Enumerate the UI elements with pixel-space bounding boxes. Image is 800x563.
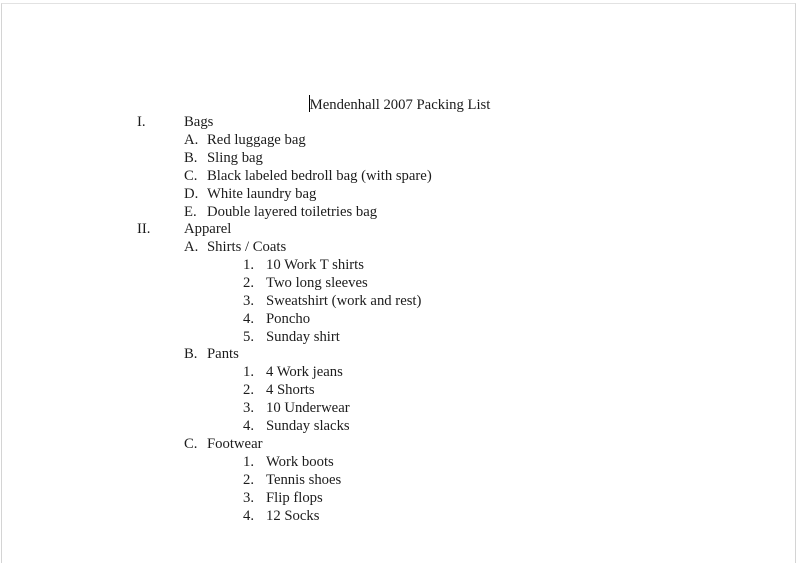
outline-marker: 3. (243, 490, 255, 506)
outline-marker: 2. (243, 472, 255, 488)
outline-label: 10 Underwear (266, 400, 350, 416)
outline-label: Shirts / Coats (207, 239, 287, 255)
outline-marker: 1. (243, 454, 255, 470)
outline-label: Work boots (266, 454, 334, 470)
outline-marker: I. (137, 114, 146, 130)
outline-marker: B. (184, 346, 198, 362)
outline-marker: C. (184, 168, 198, 184)
outline-marker: 4. (243, 418, 255, 434)
outline-marker: 4. (243, 508, 255, 524)
outline-label: Tennis shoes (266, 472, 342, 488)
outline-label: Black labeled bedroll bag (with spare) (207, 168, 432, 184)
outline-marker: A. (184, 132, 199, 148)
outline-marker: 3. (243, 400, 255, 416)
outline-marker: C. (184, 436, 198, 452)
outline-label: Footwear (207, 436, 263, 452)
outline-marker: A. (184, 239, 199, 255)
document-title-line[interactable] (2, 95, 797, 114)
outline-label: Apparel (184, 221, 232, 237)
outline-marker: D. (184, 186, 199, 202)
outline-marker: 2. (243, 275, 255, 291)
document-title: Mendenhall 2007 Packing List (309, 97, 491, 113)
outline-marker: E. (184, 204, 197, 220)
outline-label: Bags (184, 114, 214, 130)
outline-marker: II. (137, 221, 151, 237)
outline-label: Sweatshirt (work and rest) (266, 293, 422, 309)
outline-marker: 1. (243, 257, 255, 273)
outline-label: Sunday shirt (266, 329, 340, 345)
outline-label: Flip flops (266, 490, 323, 506)
outline-label: Pants (207, 346, 239, 362)
outline-marker: 5. (243, 329, 255, 345)
outline-label: Poncho (266, 311, 311, 327)
outline-label: Red luggage bag (207, 132, 306, 148)
outline-marker: 1. (243, 364, 255, 380)
outline-marker: B. (184, 150, 198, 166)
outline-label: Sling bag (207, 150, 263, 166)
outline-marker: 2. (243, 382, 255, 398)
outline-label: Double layered toiletries bag (207, 204, 378, 220)
outline-label: 10 Work T shirts (266, 257, 364, 273)
outline-marker: 3. (243, 293, 255, 309)
outline-marker: 4. (243, 311, 255, 327)
outline-label: 12 Socks (266, 508, 320, 524)
outline-label: 4 Shorts (266, 382, 315, 398)
outline-label: 4 Work jeans (266, 364, 343, 380)
document-page[interactable] (1, 3, 796, 563)
outline-label: Two long sleeves (266, 275, 368, 291)
outline-label: White laundry bag (207, 186, 317, 202)
outline-label: Sunday slacks (266, 418, 350, 434)
